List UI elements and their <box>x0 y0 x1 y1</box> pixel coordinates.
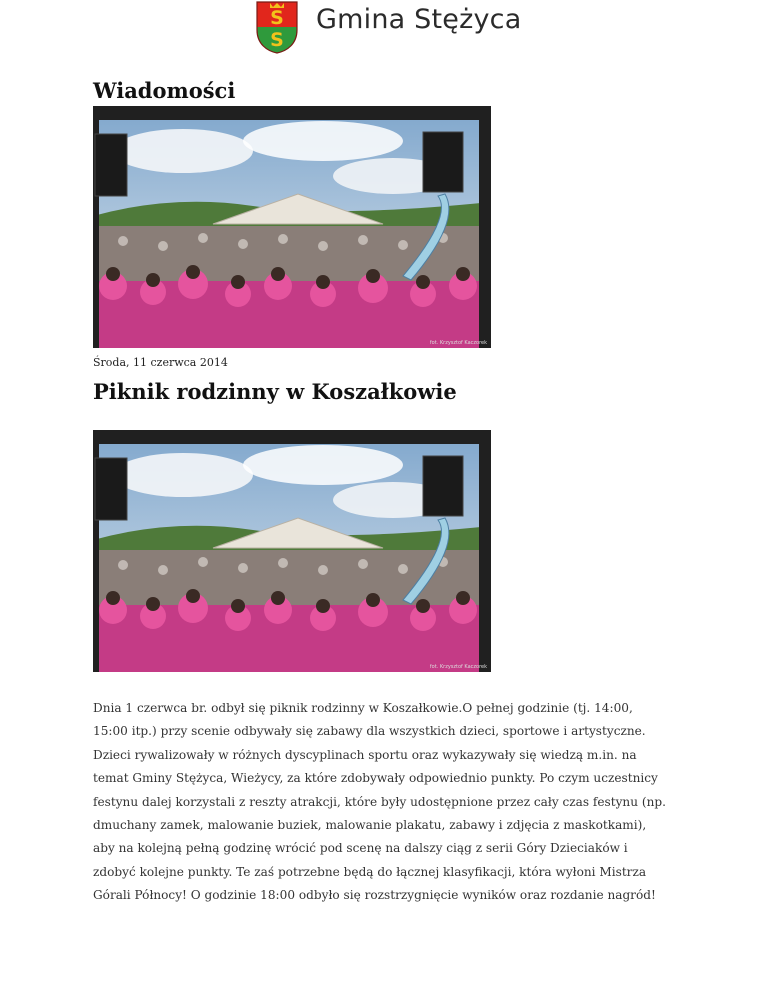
crest-letter-top: S <box>270 7 284 29</box>
photo-credit: fot. Krzysztof Kaczorek <box>429 664 487 670</box>
site-title[interactable]: Gmina Stężyca <box>316 4 522 35</box>
festival-photo <box>93 106 491 348</box>
article-date: Środa, 11 czerwca 2014 <box>93 356 228 369</box>
festival-photo <box>93 430 491 672</box>
article-main-photo <box>93 430 491 672</box>
crest-letter-bottom: S <box>270 29 284 51</box>
article-body-line: zdobyć kolejne punkty. Te zaś potrzebne będą do łącznej klasyfikacji, która wyłoni Mistrza <box>93 864 647 879</box>
article-body-line: Dnia 1 czerwca br. odbył się piknik rodzinny w Koszałkowie.O pełnej godzinie (tj. 14:00, <box>93 701 633 715</box>
article-body-line: temat Gminy Stężyca, Wieżycy, za które zdobywały odpowiednio punkty. Po czym uczestnicy <box>93 771 658 786</box>
article-body-line: Dzieci rywalizowały w różnych dyscyplinach sportu oraz wykazywały się wiedzą m.in. na <box>93 747 637 762</box>
article-title[interactable]: Piknik rodzinny w Koszałkowie <box>93 379 457 404</box>
gmina-crest-logo[interactable] <box>254 0 300 54</box>
article-body-line: dmuchany zamek, malowanie buziek, malowanie plakatu, zabawy i zdjęcia z maskotkami), <box>93 818 647 833</box>
article-body <box>93 697 683 908</box>
article-body-line: 15:00 itp.) przy scenie odbywały się zabawy dla wszystkich dzieci, sportowe i artystyczne. <box>93 724 646 739</box>
site-header <box>254 0 524 56</box>
article-body-line: Górali Północy! O godzinie 18:00 odbyło się rozstrzygnięcie wyników oraz rozdanie nagród! <box>93 888 656 903</box>
section-title: Wiadomości <box>93 78 236 103</box>
photo-credit: fot. Krzysztof Kaczorek <box>429 340 487 346</box>
article-body-line: festynu dalej korzystali z reszty atrakcji, które były udostępnione przez cały czas festynu (np. <box>93 794 666 809</box>
article-thumbnail[interactable] <box>93 106 491 348</box>
article-body-line: aby na kolejną pełną godzinę wrócić pod scenę na dalszy ciąg z serii Góry Dzieciaków i <box>93 841 628 856</box>
